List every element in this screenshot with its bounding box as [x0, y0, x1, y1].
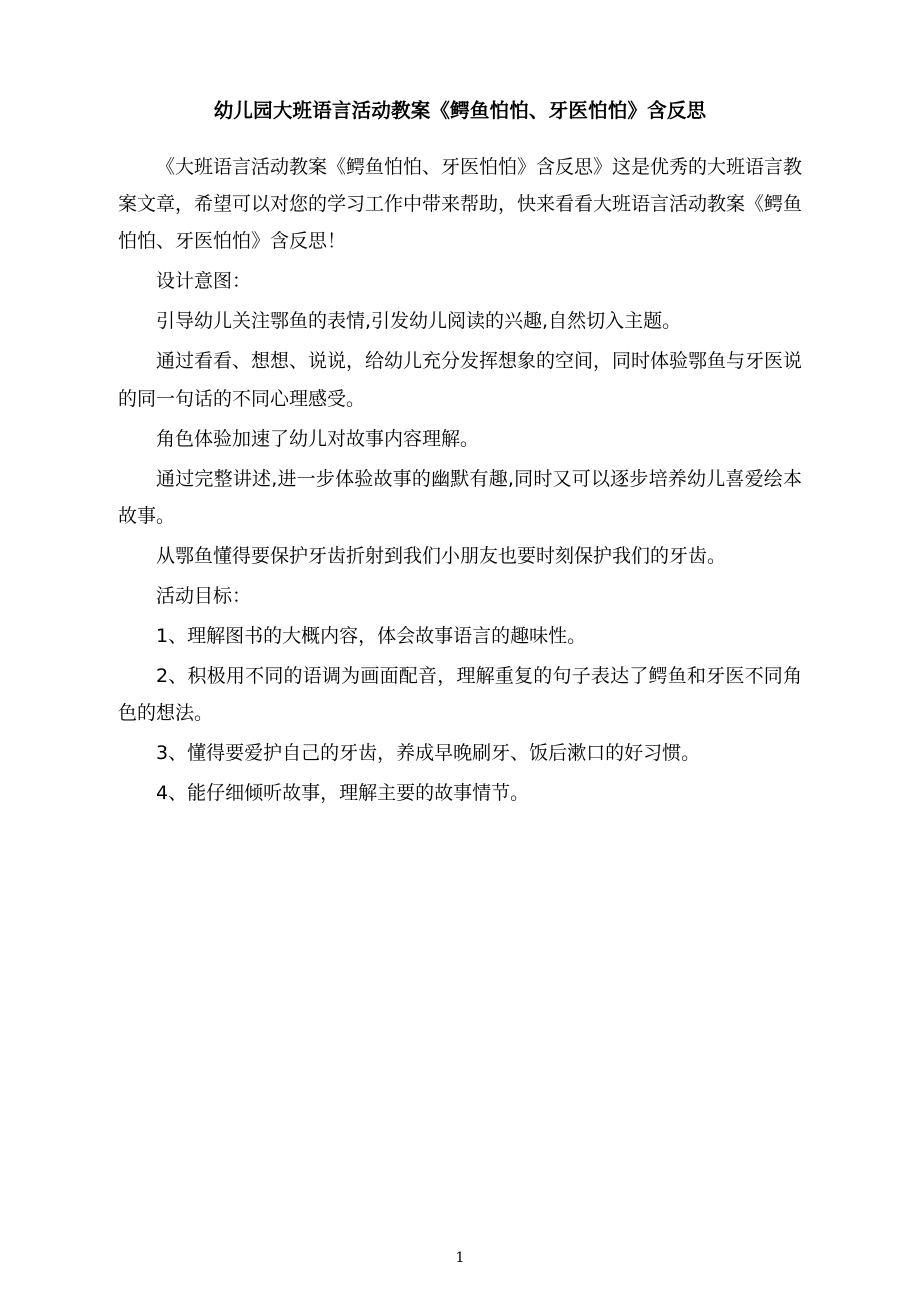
paragraph-design-4: 通过完整讲述,进一步体验故事的幽默有趣,同时又可以逐步培养幼儿喜爱绘本故事。 — [118, 467, 802, 527]
paragraph-design-2: 通过看看、想想、说说，给幼儿充分发挥想象的空间，同时体验鄂鱼与牙医说的同一句话的不同心理感受。 — [118, 350, 803, 410]
paragraph-goal-3: 3、懂得要爱护自己的牙齿，养成早晚刷牙、饭后漱口的好习惯。 — [156, 741, 701, 764]
paragraph-intro: 《大班语言活动教案《鳄鱼怕怕、牙医怕怕》含反思》这是优秀的大班语言教案文章，希望可以对您的学习工作中带来帮助，快来看看大班语言活动教案《鳄鱼怕怕、牙医怕怕》含反思！ — [118, 156, 803, 253]
page-title: 幼儿园大班语言活动教案《鳄鱼怕怕、牙医怕怕》含反思 — [213, 99, 707, 122]
paragraph-goal-2: 2、积极用不同的语调为画面配音，理解重复的句子表达了鳄鱼和牙医不同角色的想法。 — [118, 664, 802, 724]
paragraph-design-3: 角色体验加速了幼儿对故事内容理解。 — [156, 427, 480, 450]
paragraph-design-1: 引导幼儿关注鄂鱼的表情,引发幼儿阅读的兴趣,自然切入主题。 — [156, 310, 682, 333]
paragraph-design-5: 从鄂鱼懂得要保护牙齿折射到我们小朋友也要时刻保护我们的牙齿。 — [156, 544, 727, 567]
paragraph-goal-4: 4、能仔细倾听故事，理解主要的故事情节。 — [156, 782, 530, 804]
paragraph-goal-1: 1、理解图书的大概内容，体会故事语言的趣味性。 — [156, 624, 587, 647]
page-number: 1 — [455, 1250, 465, 1266]
paragraph-design-heading: 设计意图： — [156, 270, 252, 293]
paragraph-goals-heading: 活动目标： — [156, 584, 252, 607]
